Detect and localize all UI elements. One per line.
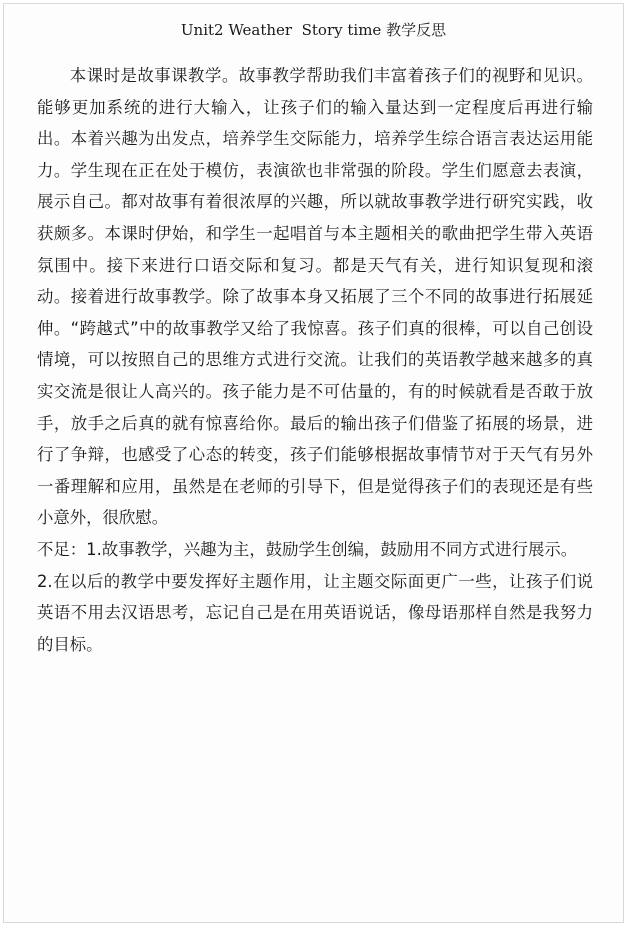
document-page xyxy=(3,3,624,923)
document-body xyxy=(37,60,593,660)
paragraph-shortcoming-2: 2.在以后的教学中要发挥好主题作用，让主题交际面更广一些，让孩子们说英语不用去汉语思考，忘记自己是在用英语说话，像母语那样自然是我努力的目标。 xyxy=(37,571,593,654)
paragraph-shortcoming-1: 不足：1.故事教学，兴趣为主，鼓励学生创编，鼓励用不同方式进行展示。 xyxy=(37,539,578,559)
paragraph-reflection: 本课时是故事课教学。故事教学帮助我们丰富着孩子们的视野和见识。能够更加系统的进行大输入，让孩子们的输入量达到一定程度后再进行输出。本着兴趣为出发点，培养学生交际能力，培养学生综合语言表达运用能力。学生现在正在处于模仿，表演欲也非常强的阶段。学生们愿意去表演，展示自己。都对故事有着很浓厚的兴趣，所以就故事教学进行研究实践，收获颇多。本课时伊始，和学生一起唱首与本主题相关的歌曲把学生带入英语氛围中。接下来进行口语交际和复习。都是天气有关，进行知识复现和滚动。接着进行故事教学。除了故事本身又拓展了三个不同的故事进行拓展延伸。“跨越式”中的故事教学又给了我惊喜。孩子们真的很棒，可以自己创设情境，可以按照自己的思维方式进行交流。让我们的英语教学越来越多的真实交流是很让人高兴的。孩子能力是不可估量的，有的时候就看是否敢于放手，放手之后真的就有惊喜给你。最后的输出孩子们借鉴了拓展的场景，进行了争辩，也感受了心态的转变，孩子们能够根据故事情节对于天气有另外一番理解和应用，虽然是在老师的引导下，但是觉得孩子们的表现还是有些小意外，很欣慰。 xyxy=(37,66,593,528)
document-title: Unit2 Weather Story time 教学反思 xyxy=(180,21,447,39)
